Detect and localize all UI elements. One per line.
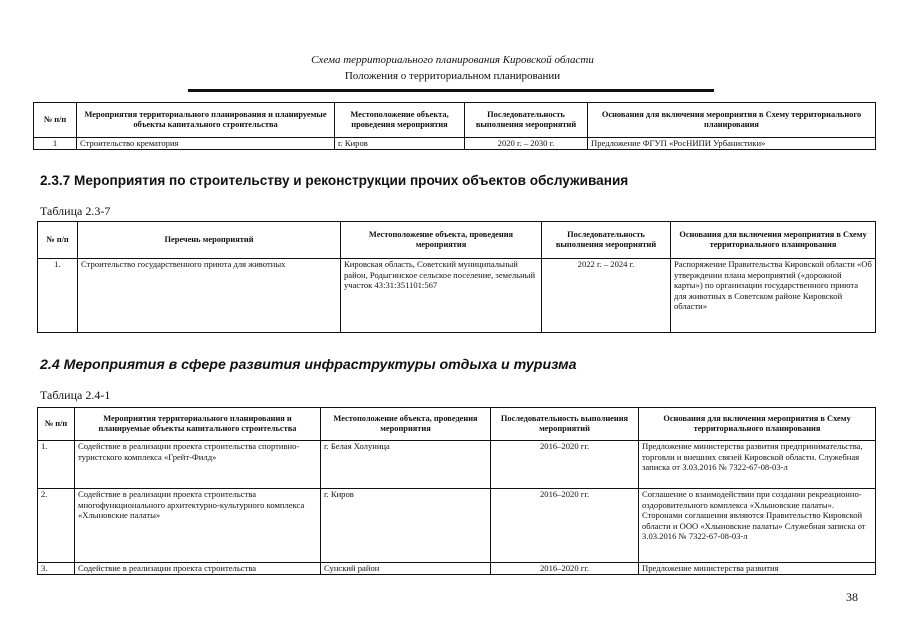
table-row	[38, 441, 876, 489]
table-2-3-7	[37, 221, 876, 333]
table-2-4-1	[37, 407, 876, 575]
cell-measure: Содействие в реализации проекта строительства многофункционального архитектурно-культурного комплекса «Хлыновские палаты»	[75, 489, 321, 563]
cell-basis: Распоряжение Правительства Кировской области «Об утверждении плана мероприятий («дорожной карты») по организации государственного приюта для животных в Советском районе Кировской области»	[671, 259, 876, 333]
col-header-location: Местоположение объекта, проведения мероприятия	[341, 222, 542, 259]
cell-basis: Предложение министерства развития	[639, 563, 876, 575]
cell-sequence: 2016–2020 гг.	[491, 441, 639, 489]
col-header-sequence: Последовательность выполнения мероприятий	[465, 103, 588, 138]
table-row	[38, 259, 876, 333]
col-header-number: № п/п	[38, 408, 75, 441]
document-running-subtitle: Положения о территориальном планировании	[344, 70, 561, 82]
cell-measure: Строительство государственного приюта для животных	[78, 259, 341, 333]
cell-basis: Предложение ФГУП «РосНИПИ Урбанистики»	[588, 138, 876, 150]
table-header-row	[38, 222, 876, 259]
table-caption-2-4-1: Таблица 2.4-1	[40, 388, 111, 402]
col-header-number: № п/п	[38, 222, 78, 259]
cell-number: 1	[34, 138, 77, 150]
col-header-sequence: Последовательность выполнения мероприятий	[491, 408, 639, 441]
cell-location: Кировская область, Советский муниципальный район, Родыгинское сельское поселение, земельный участок 43:31:351101:567	[341, 259, 542, 333]
cell-measure: Содействие в реализации проекта строительства спортивно-туристского комплекса «Грейт-Филд»	[75, 441, 321, 489]
table-row	[38, 489, 876, 563]
col-header-sequence: Последовательность выполнения мероприятий	[542, 222, 671, 259]
section-heading-2-3-7: 2.3.7 Мероприятия по строительству и реконструкции прочих объектов обслуживания	[40, 173, 629, 188]
cell-location: г. Киров	[335, 138, 465, 150]
table-header-row	[34, 103, 876, 138]
cell-number: 1.	[38, 259, 78, 333]
col-header-location: Местоположение объекта, проведения мероприятия	[335, 103, 465, 138]
table-crematorium	[33, 102, 876, 150]
cell-location: г. Киров	[321, 489, 491, 563]
cell-basis: Предложение министерства развития предпринимательства, торговли и внешних связей Кировской области. Служебная записка от 3.03.2016 № 7322-67-08-03-л	[639, 441, 876, 489]
col-header-basis: Основания для включения мероприятия в Схему территориального планирования	[639, 408, 876, 441]
cell-sequence: 2016–2020 гг.	[491, 563, 639, 575]
col-header-measures: Перечень мероприятий	[78, 222, 341, 259]
section-heading-2-4: 2.4 Мероприятия в сфере развития инфраструктуры отдыха и туризма	[40, 357, 577, 373]
col-header-location: Местоположение объекта, проведения мероприятия	[321, 408, 491, 441]
cell-sequence: 2022 г. – 2024 г.	[542, 259, 671, 333]
col-header-measures: Мероприятия территориального планирования и планируемые объекты капитального строительства	[75, 408, 321, 441]
table-caption-2-3-7: Таблица 2.3-7	[40, 204, 111, 218]
cell-location: Сунский район	[321, 563, 491, 575]
header-rule	[188, 89, 714, 92]
col-header-basis: Основания для включения мероприятия в Схему территориального планирования	[588, 103, 876, 138]
table-row	[34, 138, 876, 150]
col-header-number: № п/п	[34, 103, 77, 138]
cell-number: 2.	[38, 489, 75, 563]
cell-measure: Содействие в реализации проекта строительства	[75, 563, 321, 575]
cell-number: 3.	[38, 563, 75, 575]
page-number: 38	[846, 590, 858, 604]
cell-sequence: 2020 г. – 2030 г.	[465, 138, 588, 150]
cell-location: г. Белая Холуница	[321, 441, 491, 489]
col-header-basis: Основания для включения мероприятия в Схему территориального планирования	[671, 222, 876, 259]
cell-sequence: 2016–2020 гг.	[491, 489, 639, 563]
table-row	[38, 563, 876, 575]
document-running-title: Схема территориального планирования Кировской области	[311, 54, 594, 66]
col-header-measures: Мероприятия территориального планирования и планируемые объекты капитального строительства	[77, 103, 335, 138]
cell-basis: Соглашение о взаимодействии при создании рекреационно-оздоровительного комплекса «Хлыновские палаты». Сторонами соглашения являются Правительство Кировской области и ООО «Хлыновские палаты» Служебная записка от 3.03.2016 № 7322-67-08-03-л	[639, 489, 876, 563]
cell-number: 1.	[38, 441, 75, 489]
table-header-row	[38, 408, 876, 441]
cell-measure: Строительство крематория	[77, 138, 335, 150]
